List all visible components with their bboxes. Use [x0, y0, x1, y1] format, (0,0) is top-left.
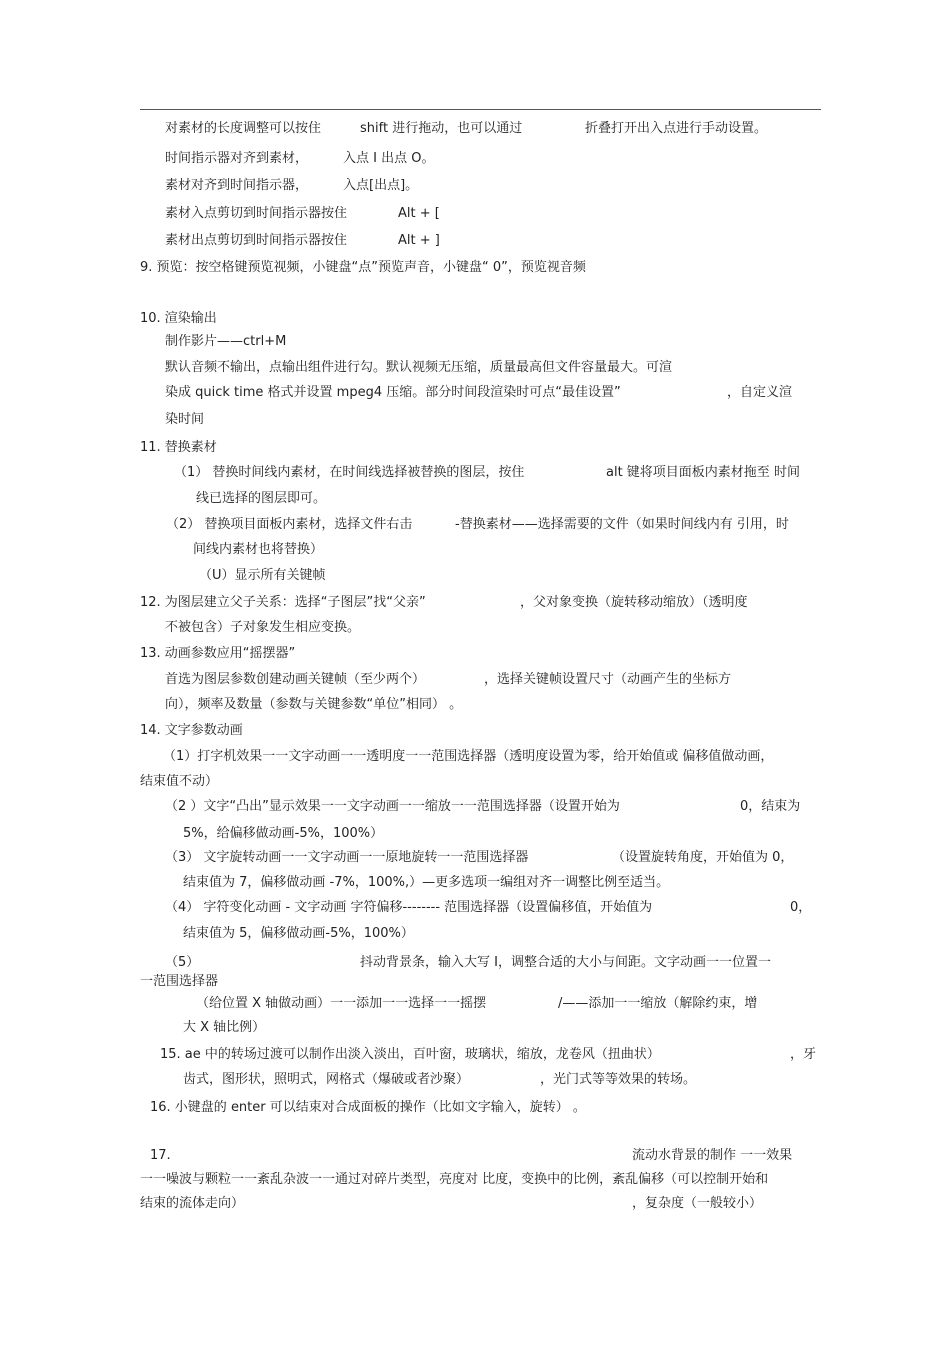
text-line: 结束值不动）	[140, 774, 219, 789]
section-heading: 10. 渲染输出	[140, 311, 217, 326]
text-line: 入点[出点]。	[343, 178, 419, 193]
text-line: （给位置 X 轴做动画）一一添加一一选择一一摇摆	[196, 996, 487, 1011]
text-line: alt 键将项目面板内素材拖至 时间	[606, 465, 800, 480]
text-line: 流动水背景的制作 一一效果	[632, 1148, 793, 1163]
text-line: （2） 替换项目面板内素材，选择文件右击	[166, 517, 413, 532]
text-line: 素材入点剪切到时间指示器按住	[165, 206, 348, 221]
text-line: ，牙	[790, 1047, 817, 1062]
text-line: 线已选择的图层即可。	[196, 491, 327, 506]
text-line: ，自定义渲	[727, 385, 793, 400]
text-line: 结束的流体走向）	[140, 1196, 245, 1211]
text-line: /——添加一一缩放（解除约束，增	[558, 996, 758, 1011]
text-line: 一范围选择器	[140, 974, 219, 989]
text-line: ，光门式等等效果的转场。	[540, 1072, 697, 1087]
text-line: 制作影片——ctrl+M	[165, 334, 287, 349]
text-line: 入点 I 出点 O。	[343, 151, 435, 166]
text-line: 时间指示器对齐到素材，	[165, 151, 309, 166]
text-line: 0，	[790, 900, 812, 915]
text-line: （U）显示所有关键帧	[199, 568, 326, 583]
text-line: （1）打字机效果一一文字动画一一透明度一一范围选择器（透明度设置为零，给开始值或 偏移值做动画，	[163, 749, 774, 764]
text-line: 首选为图层参数创建动画关键帧（至少两个）	[165, 672, 426, 687]
section-heading: 17.	[150, 1148, 171, 1163]
text-line: （1） 替换时间线内素材，在时间线选择被替换的图层，按住	[174, 465, 525, 480]
text-line: 5%，给偏移做动画-5%，100%）	[183, 826, 384, 841]
section-heading: 16. 小键盘的 enter 可以结束对合成面板的操作（比如文字输入，旋转） 。	[150, 1100, 586, 1115]
text-line: 结束值为 7，偏移做动画 -7%，100%,）—更多选项一编组对齐一调整比例至适当。	[183, 875, 670, 890]
text-line: 折叠打开出入点进行手动设置。	[585, 121, 768, 136]
text-line: 不被包含）子对象发生相应变换。	[165, 620, 361, 635]
text-line: 抖动背景条，输入大写 I，调整合适的大小与间距。文字动画一一位置一	[360, 955, 771, 970]
text-line: 一一噪波与颗粒一一紊乱杂波一一通过对碎片类型，亮度对 比度，变换中的比例，紊乱偏移（可以控制开始和	[140, 1172, 769, 1187]
text-line: 0，结束为	[740, 799, 801, 814]
text-line: 齿式，图形状，照明式，网格式（爆破或者沙聚）	[183, 1072, 470, 1087]
text-line: ，复杂度（一般较小）	[632, 1196, 763, 1211]
text-line: （3） 文字旋转动画一一文字动画一一原地旋转一一范围选择器	[165, 850, 529, 865]
text-line: Alt + ]	[398, 233, 440, 248]
text-line: 9. 预览：按空格键预览视频，小键盘“点”预览声音，小键盘“ 0”，预览视音频	[140, 260, 586, 275]
section-heading: 11. 替换素材	[140, 440, 217, 455]
header-rule	[140, 109, 821, 110]
text-line: 大 X 轴比例）	[183, 1020, 266, 1035]
text-line: （5）	[165, 955, 200, 970]
text-line: 对素材的长度调整可以按住	[165, 121, 322, 136]
text-line: -替换素材——选择需要的文件（如果时间线内有 引用，时	[455, 517, 789, 532]
text-line: （设置旋转角度，开始值为 0，	[612, 850, 794, 865]
text-line: 向），频率及数量（参数与关键参数“单位”相同） 。	[165, 697, 463, 712]
text-line: ，选择关键帧设置尺寸（动画产生的坐标方	[484, 672, 732, 687]
text-line: Alt + [	[398, 206, 440, 221]
section-heading: 14. 文字参数动画	[140, 723, 243, 738]
section-heading: 12. 为图层建立父子关系：选择“子图层”找“父亲”	[140, 595, 426, 610]
text-line: 间线内素材也将替换）	[193, 542, 324, 557]
text-line: 默认音频不输出，点输出组件进行勾。默认视频无压缩，质量最高但文件容量最大。可渲	[165, 360, 673, 375]
section-heading: 13. 动画参数应用“摇摆器”	[140, 646, 296, 661]
text-line: 素材出点剪切到时间指示器按住	[165, 233, 348, 248]
text-line: shift 进行拖动，也可以通过	[360, 121, 523, 136]
text-line: 素材对齐到时间指示器，	[165, 178, 309, 193]
text-line: （4） 字符变化动画 - 文字动画 字符偏移-------- 范围选择器（设置偏移值，开始值为	[165, 900, 653, 915]
text-line: （2 ）文字“凸出”显示效果一一文字动画一一缩放一一范围选择器（设置开始为	[165, 799, 620, 814]
text-line: 结束值为 5，偏移做动画-5%，100%）	[183, 926, 414, 941]
text-line: 染成 quick time 格式并设置 mpeg4 压缩。部分时间段渲染时可点“最佳设置”	[165, 385, 621, 400]
text-line: ，父对象变换（旋转移动缩放）（透明度	[520, 595, 748, 610]
section-heading: 15. ae 中的转场过渡可以制作出淡入淡出，百叶窗，玻璃状，缩放，龙卷风（扭曲状）	[160, 1047, 660, 1062]
text-line: 染时间	[165, 412, 205, 427]
